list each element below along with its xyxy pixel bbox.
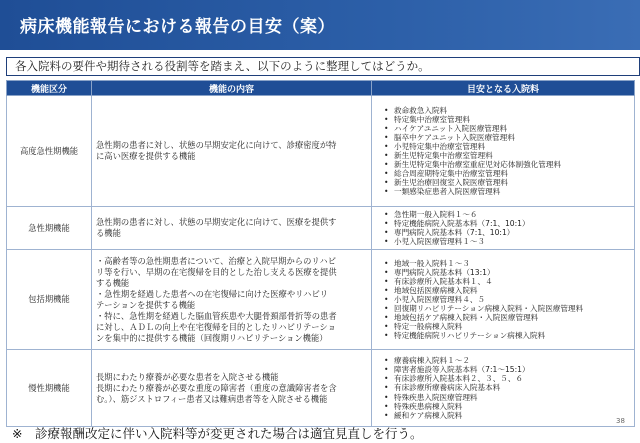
list-item: • 特定機能病院リハビリテーション病棟入院料 xyxy=(394,331,630,340)
list-item: • 小児入院医療管理料１～３ xyxy=(394,237,630,246)
description-line: ンを集中的に提供する機能（回復期リハビリテーション機能） xyxy=(96,332,328,343)
description-line: 急性期の患者に対し、状態の早期安定化に向けて、医療を提供す xyxy=(96,217,337,227)
function-table xyxy=(6,80,635,427)
table-row xyxy=(7,207,635,250)
item-list xyxy=(376,356,630,420)
description-line: リ等を行い、早期の在宅復帰を目的とした治し支える医療を提供 xyxy=(96,266,337,277)
description-line: 長期にわたり療養が必要な重度の障害者（重度の意識障害者を含 xyxy=(96,382,337,393)
row-description xyxy=(92,207,372,250)
list-item: • 特定集中治療室管理料 xyxy=(394,115,630,124)
list-item: • 新生児特定集中治療室重症児対応体制強化管理料 xyxy=(394,160,630,169)
header-bar xyxy=(0,0,640,50)
item-list xyxy=(376,210,630,246)
page-title: 病床機能報告における報告の目安（案） xyxy=(20,17,335,37)
list-item: • 特定一般病棟入院料 xyxy=(394,322,630,331)
row-category: 慢性期機能 xyxy=(7,350,92,427)
description-line: に対し、ＡＤＬの向上や在宅復帰を目的としたリハビリテーショ xyxy=(96,321,336,332)
list-item: • 小児特定集中治療室管理料 xyxy=(394,142,630,151)
list-item: • 救命救急入院料 xyxy=(394,106,630,115)
row-items xyxy=(372,350,635,427)
list-item: • 地域包括医療病棟入院料 xyxy=(394,286,630,295)
description-line: ・急性期を経過した患者への在宅復帰に向けた医療やリハビリ xyxy=(96,288,329,299)
description-line: する機能 xyxy=(96,277,130,288)
header-category: 機能区分 xyxy=(7,81,92,96)
footer-note: ※ 診療報酬改定に伴い入院料等が変更された場合は適宜見直しを行う。 xyxy=(12,426,423,441)
list-item: • ハイケアユニット入院医療管理料 xyxy=(394,124,630,133)
table-row xyxy=(7,250,635,350)
description-line: テーションを提供する機能 xyxy=(96,299,196,310)
row-description xyxy=(92,250,372,350)
item-list xyxy=(376,259,630,341)
list-item: • 小児入院医療管理料４、５ xyxy=(394,295,630,304)
list-item: • 地域包括ケア病棟入院料・入院医療管理料 xyxy=(394,313,630,322)
list-item: • 特定機能病院入院基本料（7:1、10:1） xyxy=(394,219,630,228)
page-number: 38 xyxy=(616,417,625,425)
list-item: • 専門病院入院基本料（7:1、10:1） xyxy=(394,228,630,237)
list-item: • 有床診療所入院基本料１、４ xyxy=(394,277,630,286)
row-description xyxy=(92,350,372,427)
row-category: 包括期機能 xyxy=(7,250,92,350)
row-items xyxy=(372,250,635,350)
list-item: • 有床診療所入院基本料２、３、５、６ xyxy=(394,374,630,383)
description-line: 急性期の患者に対し、状態の早期安定化に向けて、診療密度が特 xyxy=(96,140,337,150)
summary-box: 各入院料の要件や期待される役割等を踏まえ、以下のように整理してはどうか。 xyxy=(6,57,640,76)
header-items: 目安となる入院料 xyxy=(372,81,635,96)
description-line: る機能 xyxy=(96,228,121,238)
list-item: • 療養病棟入院料１～２ xyxy=(394,356,630,365)
list-item: • 総合周産期特定集中治療室管理料 xyxy=(394,169,630,178)
list-item: • 特殊疾患入院医療管理料 xyxy=(394,393,630,402)
list-item: • 有床診療所療養病床入院基本料 xyxy=(394,383,630,392)
list-item: • 専門病院入院基本料（13:1） xyxy=(394,268,630,277)
description-line: に高い医療を提供する機能 xyxy=(96,151,196,161)
header-description: 機能の内容 xyxy=(92,81,372,96)
table-header-row xyxy=(7,81,635,96)
description-line: む。）、筋ジストロフィー患者又は難病患者等を入院させる機能 xyxy=(96,393,328,404)
list-item: • 緩和ケア病棟入院料 xyxy=(394,411,630,420)
list-item: • 新生児特定集中治療室管理料 xyxy=(394,151,630,160)
row-category: 急性期機能 xyxy=(7,207,92,250)
row-items xyxy=(372,207,635,250)
list-item: • 障害者施設等入院基本料（7:1～15:1） xyxy=(394,365,630,374)
list-item: • 新生児治療回復室入院医療管理料 xyxy=(394,178,630,187)
description-line: ・特に、急性期を経過した脳血管疾患や大腿骨頚部骨折等の患者 xyxy=(96,310,337,321)
list-item: • 一類感染症患者入院医療管理料 xyxy=(394,187,630,196)
list-item: • 地域一般入院料１～３ xyxy=(394,259,630,268)
row-items xyxy=(372,96,635,207)
list-item: • 特殊疾患病棟入院料 xyxy=(394,402,630,411)
list-item: • 脳卒中ケアユニット入院医療管理料 xyxy=(394,133,630,142)
description-line: ・高齢者等の急性期患者について、治療と入院早期からのリハビ xyxy=(96,255,337,266)
description-line: 長期にわたり療養が必要な患者を入院させる機能 xyxy=(96,371,279,382)
table-row xyxy=(7,350,635,427)
table-row xyxy=(7,96,635,207)
list-item: • 急性期一般入院料１～６ xyxy=(394,210,630,219)
row-description xyxy=(92,96,372,207)
item-list xyxy=(376,106,630,197)
row-category: 高度急性期機能 xyxy=(7,96,92,207)
list-item: • 回復期リハビリテーション病棟入院料・入院医療管理料 xyxy=(394,304,630,313)
